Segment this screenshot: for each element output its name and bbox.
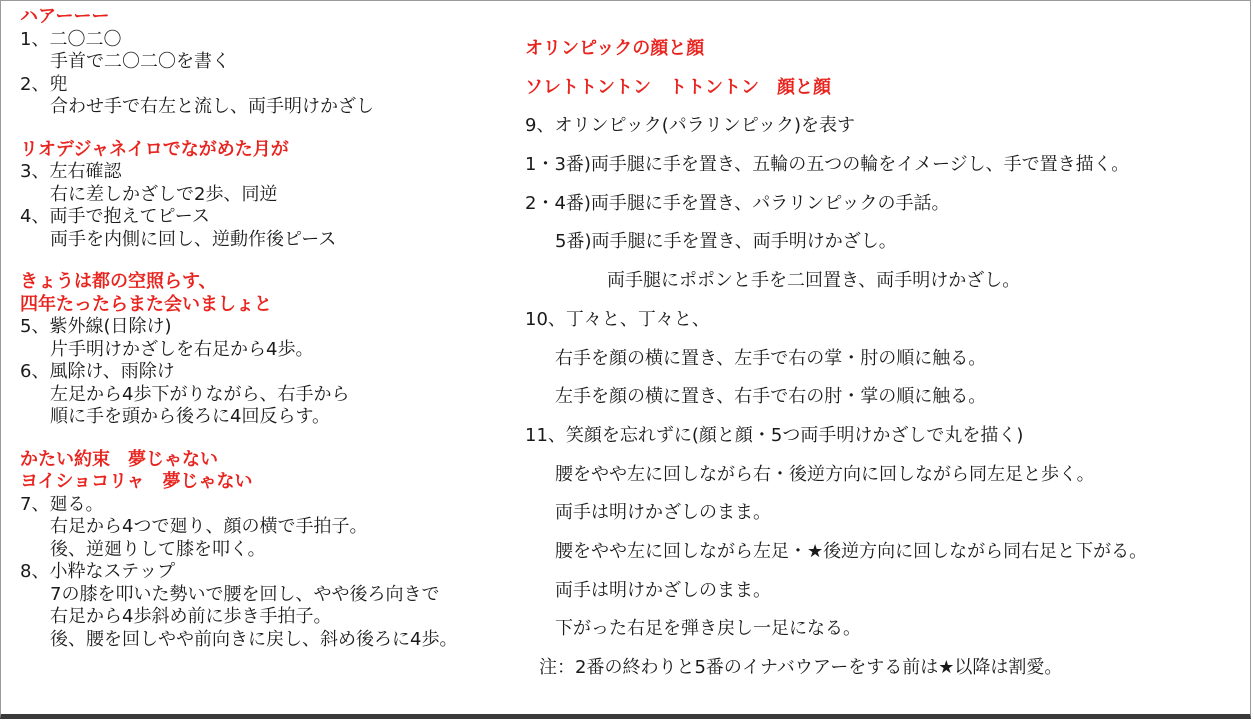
step-title: 1、二〇二〇 xyxy=(20,28,122,50)
step-description: 右手を顔の横に置き、左手で右の掌・肘の順に触る。 xyxy=(555,347,987,369)
step-description: 右に差しかざしで2歩、同逆 xyxy=(50,183,278,205)
step-title: 11、笑顔を忘れずに(顔と顔・5つ両手明けかざしで丸を描く) xyxy=(525,424,1024,446)
step-description: 5番)両手腿に手を置き、両手明けかざし。 xyxy=(555,231,897,253)
section-heading: ソレトトントン トトントン 顔と顔 xyxy=(525,76,831,98)
section-heading: ハアーーー xyxy=(20,6,110,27)
step-description: 合わせ手で右左と流し、両手明けかざし xyxy=(50,96,374,117)
spacer xyxy=(20,429,510,449)
step-title: 7、廻る。 xyxy=(20,493,104,515)
step-title: 1・3番)両手腿に手を置き、五輪の五つの輪をイメージし、手で置き描く。 xyxy=(525,154,1130,176)
step-title: 6、風除け、雨除け xyxy=(20,361,175,382)
step-description: 7の膝を叩いた勢いで腰を回し、やや後ろ向きで xyxy=(50,583,440,605)
step-description: 両手は明けかざしのまま。 xyxy=(555,502,771,524)
spacer xyxy=(20,119,510,139)
step-description: 順に手を頭から後ろに4回反らす。 xyxy=(50,406,331,427)
step-description: 右足から4つで廻り、顔の横で手拍子。 xyxy=(50,516,368,537)
step-description: 下がった右足を弾き戻し一足になる。 xyxy=(555,618,861,640)
step-description: 両手は明けかざしのまま。 xyxy=(555,579,771,601)
step-description: 後、逆廻りして膝を叩く。 xyxy=(50,538,266,560)
step-title: 8、小粋なステップ xyxy=(20,561,176,582)
left-column xyxy=(20,6,510,651)
step-description: 腰をやや左に回しながら右・後逆方向に回しながら同左足と歩く。 xyxy=(555,463,1095,485)
section-heading: リオデジャネイロでながめた月が xyxy=(20,138,289,160)
step-description: 手首で二〇二〇を書く xyxy=(50,51,230,72)
step-description: 両手腿にポポンと手を二回置き、両手明けかざし。 xyxy=(607,270,1021,292)
step-description: 右足から4歩斜め前に歩き手拍子。 xyxy=(50,606,332,627)
right-column xyxy=(525,34,1245,692)
section-heading: 四年たったらまた会いましょと xyxy=(20,293,272,315)
step-title: 3、左右確認 xyxy=(20,161,122,182)
section-heading: きょうは都の空照らす、 xyxy=(20,271,217,292)
spacer xyxy=(20,251,510,271)
step-description: 左手を顔の横に置き、右手で右の肘・掌の順に触る。 xyxy=(555,386,987,408)
section-heading: ヨイショコリャ 夢じゃない xyxy=(20,471,253,492)
step-description: 左足から4歩下がりながら、右手から xyxy=(50,383,350,405)
section-heading: かたい約束 夢じゃない xyxy=(20,448,218,470)
step-title: 9、オリンピック(パラリンピック)を表す xyxy=(525,115,856,137)
step-description: 片手明けかざしを右足から4歩。 xyxy=(50,338,314,360)
step-title: 4、両手で抱えてピース xyxy=(20,206,210,227)
step-description: 後、腰を回しやや前向きに戻し、斜め後ろに4歩。 xyxy=(50,628,458,650)
step-title: 2・4番)両手腿に手を置き、パラリンピックの手話。 xyxy=(525,192,950,214)
step-title: 2、兜 xyxy=(20,73,68,95)
step-description: 腰をやや左に回しながら左足・★後逆方向に回しながら同右足と下がる。 xyxy=(555,540,1148,562)
section-heading: オリンピックの顔と顔 xyxy=(525,38,705,59)
footnote: 注：2番の終わりと5番のイナバウアーをする前は★以降は割愛。 xyxy=(539,657,1063,678)
step-title: 5、紫外線(日除け) xyxy=(20,316,172,337)
step-description: 両手を内側に回し、逆動作後ピース xyxy=(50,228,337,250)
step-title: 10、丁々と、丁々と、 xyxy=(525,308,710,330)
